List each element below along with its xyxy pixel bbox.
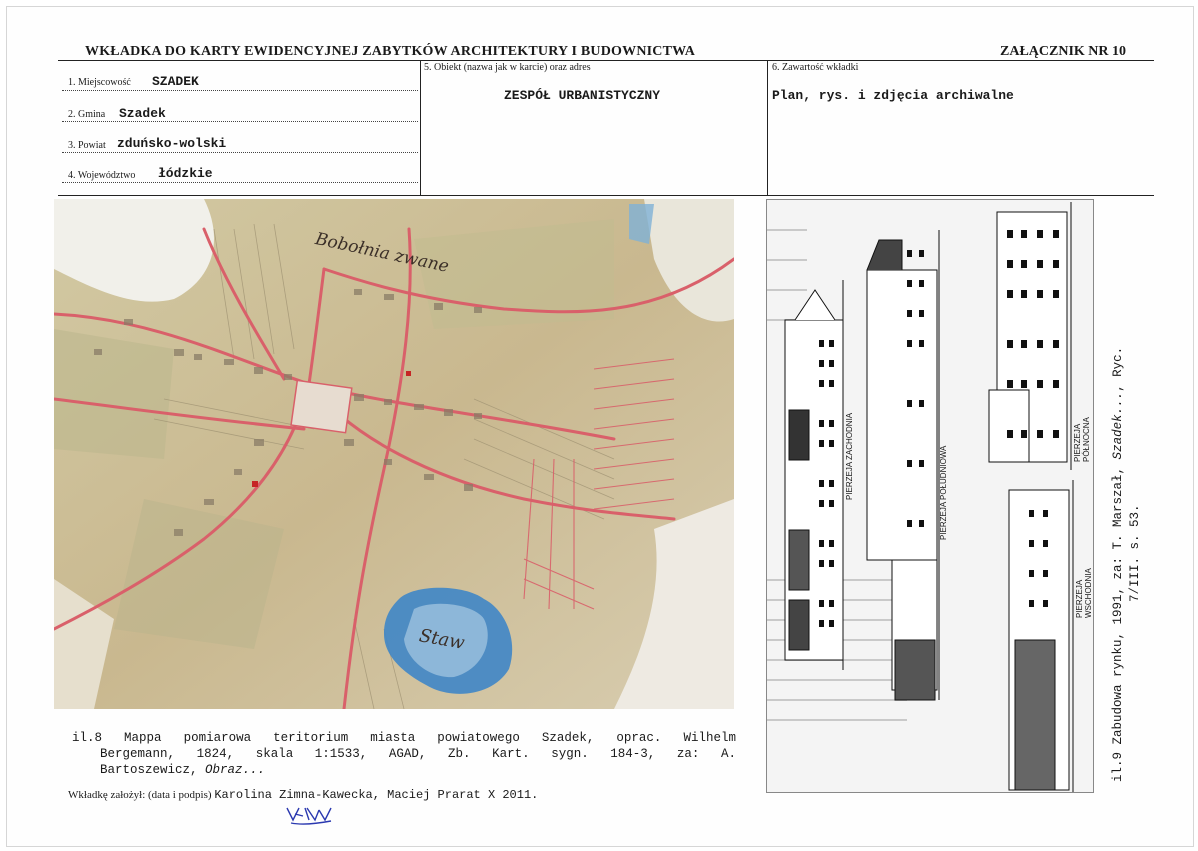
founder-line [68,788,538,802]
field-rule [62,121,418,122]
field-rule [62,152,418,153]
market-elevations-drawing [766,199,1094,793]
label-south-frontage: PIERZEJA POŁUDNIOWA [939,445,948,540]
map-label-pond: Staw [417,625,467,654]
map-label-bobolnia: Bobołnia zwane [313,229,451,277]
historic-town-map [54,199,734,709]
zawartosc-label: 6. Zawartość wkładki [772,62,859,73]
drawing-caption-title: Szadek... [1111,391,1125,460]
drawing-caption [1110,347,1144,782]
label-north-frontage: PIERZEJA PÓŁNOCNA [1073,417,1091,462]
wojewodztwo-label: 4. Województwo [68,170,136,181]
miejscowosc-value: SZADEK [152,74,199,89]
founder-value: Karolina Zimna-Kawecka, Maciej Prarat X 2011. [214,788,539,802]
drawing-caption-line-2: 7/III. s. 53. [1128,504,1142,602]
map-caption-line-1: il.8 Mappa pomiarowa teritorium miasta powiatowego Szadek, oprac. Wilhelm [72,731,736,745]
gmina-value: Szadek [119,106,166,121]
label-east-frontage: PIERZEJA WSCHODNIA [1075,568,1093,618]
gmina-label: 2. Gmina [68,109,106,120]
map-caption [72,730,736,778]
header-annex: ZAŁĄCZNIK NR 10 [1000,44,1127,59]
grid-divider-1 [420,60,421,195]
drawing-caption-suffix: , Ryc. [1111,346,1125,392]
powiat-label: 3. Powiat [68,140,106,151]
field-rule [62,90,418,91]
map-caption-line-2: Bergemann, 1824, skala 1:1533, AGAD, Zb. Kart. sygn. 184-3, za: A. [100,747,736,761]
miejscowosc-label: 1. Miejscowość [68,77,131,88]
header-title: WKŁADKA DO KARTY EWIDENCYJNEJ ZABYTKÓW ARCHITEKTURY I BUDOWNICTWA [85,44,696,59]
founder-label: Wkładkę założył: (data i podpis) [68,789,212,801]
map-caption-author: Bartoszewicz, [100,763,206,777]
zawartosc-value: Plan, rys. i zdjęcia archiwalne [772,88,1014,103]
obiekt-label: 5. Obiekt (nazwa jak w karcie) oraz adres [424,62,591,73]
wojewodztwo-value: łódzkie [158,166,213,181]
label-west-frontage: PIERZEJA ZACHODNIA [845,412,854,500]
grid-divider-2 [767,60,768,195]
drawing-caption-prefix: il.9 Zabudowa rynku, 1991, za: T. Marszał, [1111,459,1125,782]
handwritten-signature [285,804,335,831]
field-rule [62,182,418,183]
powiat-value: zduńsko-wolski [117,136,227,151]
map-caption-line-3 [72,762,736,778]
grid-bottom-rule [58,195,1154,196]
header-rule [58,60,1154,61]
obiekt-value: ZESPÓŁ URBANISTYCZNY [504,88,661,103]
drawing-caption-line-1 [1110,347,1127,782]
map-caption-title: Obraz... [205,763,266,777]
